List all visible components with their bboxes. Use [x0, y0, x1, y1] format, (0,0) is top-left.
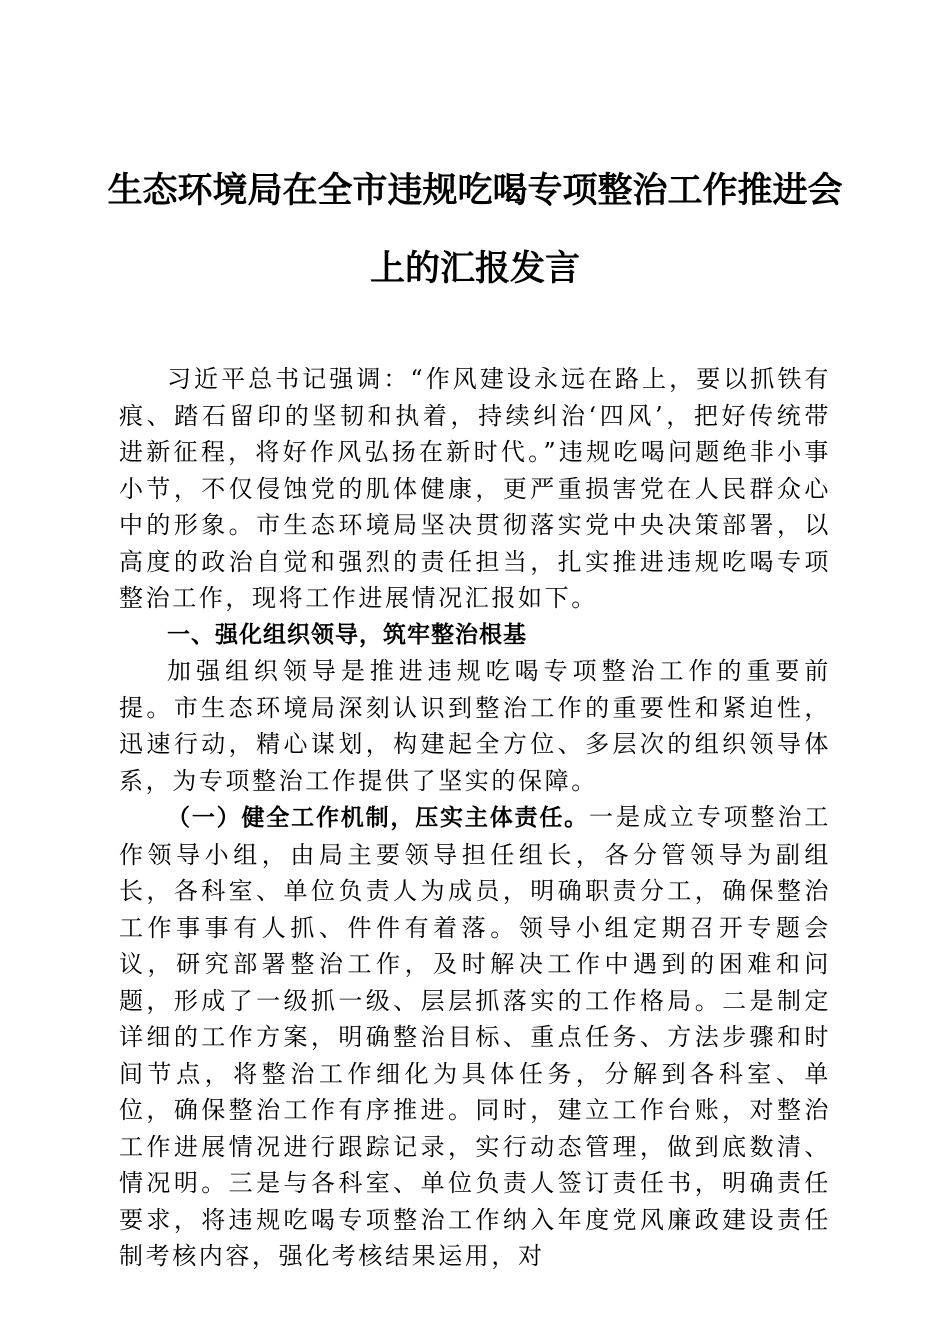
section-heading: 一、强化组织领导，筑牢整治根基: [167, 621, 527, 648]
subsection-body: 一是成立专项整治工作领导小组，由局主要领导担任组长，各分管领导为副组长，各科室、单位负责人为成员，明确职责分工，确保整治工作事事有人抓、件件有着落。领导小组定期召开专题会议，研究部署整治工作，及时解决工作中遇到的困难和问题，形成了一级抓一级、层层抓落实的工作格局。二是制定详细的工作方案，明确整治目标、重点任务、方法步骤和时间节点，将整治工作细化为具体任务，分解到各科室、单位，确保整治工作有序推进。同时，建立工作台账，对整治工作进展情况进行跟踪记录，实行动态管理，做到底数清、情况明。三是与各科室、单位负责人签订责任书，明确责任要求，将违规吃喝专项整治工作纳入年度党风廉政建设责任制考核内容，强化考核结果运用，对: [119, 803, 832, 1270]
document-title: 生态环境局在全市违规吃喝专项整治工作推进会上的汇报发言: [107, 171, 843, 289]
document-body: [119, 361, 831, 1275]
subsection-paragraph: [119, 799, 831, 1275]
section-paragraph: 加强组织领导是推进违规吃喝专项整治工作的重要前提。市生态环境局深刻认识到整治工作的重要性和紧迫性，迅速行动，精心谋划，构建起全方位、多层次的组织领导体系，为专项整治工作提供了坚实的保障。: [119, 657, 831, 795]
subsection-lead: （一）健全工作机制，压实主体责任。: [167, 805, 590, 831]
intro-paragraph: 习近平总书记强调：“作风建设永远在路上，要以抓铁有痕、踏石留印的坚韧和执着，持续纠治‘四风’，把好传统带进新征程，将好作风弘扬在新时代。”违规吃喝问题绝非小事小节，不仅侵蚀党的肌体健康，更严重损害党在人民群众心中的形象。市生态环境局坚决贯彻落实党中央决策部署，以高度的政治自觉和强烈的责任担当，扎实推进违规吃喝专项整治工作，现将工作进展情况汇报如下。: [119, 365, 831, 612]
